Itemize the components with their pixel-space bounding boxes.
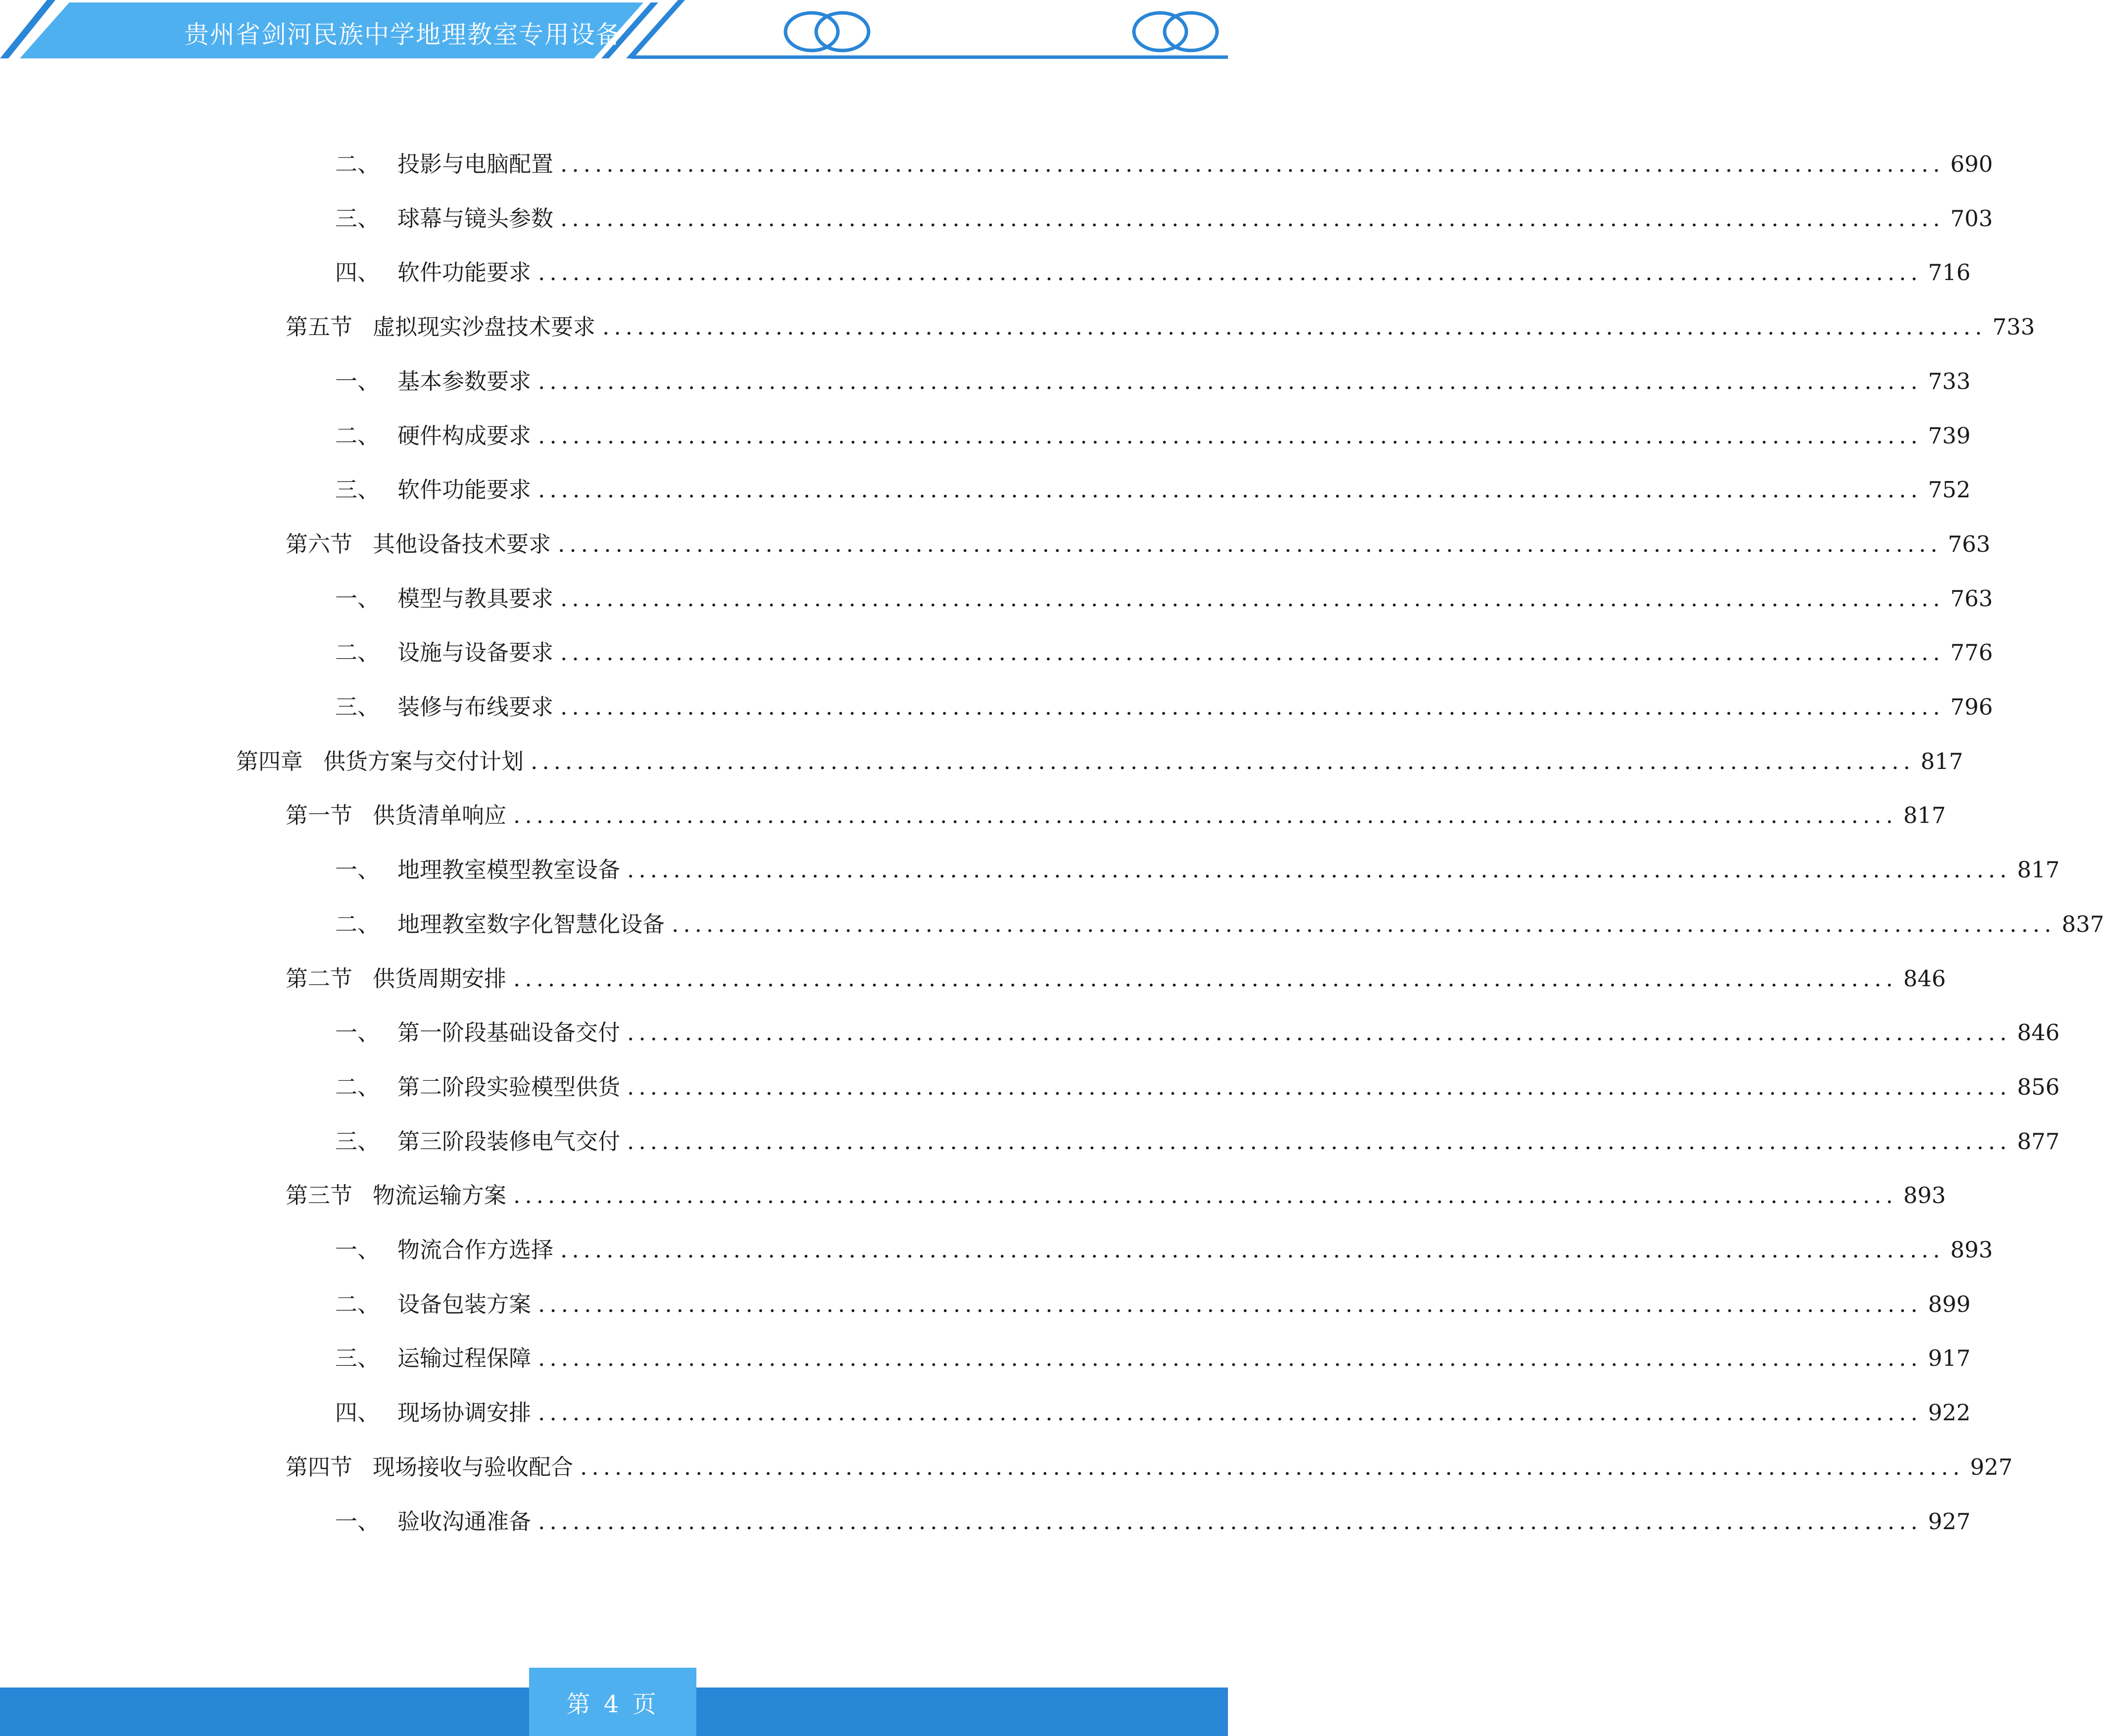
toc-entry-page: 752 [1928,477,1971,503]
toc-dot-leader: ........................................................................................................................ [560,205,1945,232]
toc-entry-number: 第二节 [286,965,353,992]
toc-entry-title: 投影与电脑配置 [397,151,554,177]
toc-entry-page: 703 [1950,205,1993,232]
toc-entry-number: 一、 [335,1237,380,1263]
toc-entry-number: 二、 [335,151,380,177]
toc-dot-leader: ........................................................................................................................ [538,1399,1922,1426]
toc-entry[interactable] [335,1122,2060,1161]
toc-dot-leader: ........................................................................................................................ [580,1454,1964,1480]
toc-entry-number: 第四节 [286,1454,353,1480]
toc-entry-number: 二、 [335,1074,380,1100]
toc-entry-number: 二、 [335,639,380,666]
toc-entry-number: 一、 [335,585,380,612]
toc-entry[interactable] [335,1339,1971,1378]
toc-entry-page: 927 [1928,1508,1971,1535]
toc-entry-title: 软件功能要求 [397,259,532,286]
toc-entry[interactable] [236,742,1963,781]
toc-dot-leader: ........................................................................................................................ [538,259,1922,286]
toc-dot-leader: ........................................................................................................................ [560,151,1945,177]
page-number: 第 4 页 [529,1668,696,1736]
toc-entry-page: 817 [2017,857,2060,883]
toc-dot-leader: ........................................................................................................................ [513,802,1898,828]
toc-entry[interactable] [335,579,1993,619]
toc-entry[interactable] [286,525,1991,564]
toc-entry-title: 运输过程保障 [397,1345,532,1371]
toc-entry-title: 模型与教具要求 [397,585,554,612]
toc-entry-title: 第三阶段装修电气交付 [397,1128,621,1155]
toc-dot-leader: ........................................................................................................................ [538,477,1922,503]
toc-entry[interactable] [335,199,1993,239]
toc-entry-page: 893 [1950,1237,1993,1263]
toc-entry-number: 三、 [335,1128,380,1155]
toc-dot-leader: ........................................................................................................................ [560,639,1945,666]
toc-dot-leader: ........................................................................................................................ [538,1345,1922,1371]
toc-entry[interactable] [335,362,1971,401]
toc-dot-leader: ........................................................................................................................ [538,368,1922,394]
toc-entry[interactable] [335,253,1971,292]
toc-entry-title: 软件功能要求 [397,477,532,503]
toc-entry-number: 第四章 [236,748,303,774]
toc-entry-number: 一、 [335,857,380,883]
toc-dot-leader: ........................................................................................................................ [627,1074,2011,1100]
toc-entry[interactable] [335,850,2060,890]
toc-entry-page: 899 [1928,1291,1971,1317]
toc-entry-page: 893 [1903,1182,1946,1208]
toc-entry[interactable] [335,905,2104,944]
toc-entry-number: 三、 [335,1345,380,1371]
toc-entry-number: 三、 [335,694,380,720]
toc-entry-page: 733 [1992,314,2035,340]
toc-entry-page: 877 [2017,1128,2060,1155]
toc-entry-page: 690 [1950,151,1993,177]
toc-entry-title: 硬件构成要求 [397,423,532,449]
toc-entry-title: 地理教室模型教室设备 [397,857,621,883]
toc-dot-leader: ........................................................................................................................ [560,1237,1945,1263]
toc-entry[interactable] [286,307,2035,347]
toc-entry-title: 虚拟现实沙盘技术要求 [373,314,596,340]
toc-entry-page: 716 [1928,259,1971,286]
toc-dot-leader: ........................................................................................................................ [513,1182,1898,1208]
toc-entry-page: 763 [1948,531,1991,557]
toc-entry[interactable] [335,470,1971,510]
toc-entry[interactable] [286,1447,2013,1487]
toc-entry-page: 846 [2017,1019,2060,1046]
toc-dot-leader: ........................................................................................................................ [558,531,1942,557]
double-ring-icon [785,13,869,50]
double-ring-icon [1134,13,1217,50]
toc-entry-number: 三、 [335,477,380,503]
toc-entry[interactable] [335,145,1993,184]
toc-entry-number: 四、 [335,259,380,286]
toc-dot-leader: ........................................................................................................................ [672,911,2056,937]
toc-entry-number: 一、 [335,1019,380,1046]
toc-entry[interactable] [335,1285,1971,1324]
header-title: 贵州省剑河民族中学地理教室专用设备 [184,20,622,49]
toc-entry-page: 817 [1920,748,1963,774]
toc-entry[interactable] [335,687,1993,727]
toc-dot-leader: ........................................................................................................................ [627,1019,2011,1046]
toc-entry-number: 二、 [335,1291,380,1317]
toc-entry-page: 776 [1950,639,1993,666]
toc-entry-page: 733 [1928,368,1971,394]
toc-dot-leader: ........................................................................................................................ [538,1508,1922,1535]
toc-entry-title: 装修与布线要求 [397,694,554,720]
toc-entry-page: 763 [1950,585,1993,612]
toc-entry[interactable] [335,1230,1993,1270]
toc-entry[interactable] [335,1502,1971,1542]
toc-entry-number: 第一节 [286,802,353,828]
toc-entry-title: 第二阶段实验模型供货 [397,1074,621,1100]
toc-entry-number: 二、 [335,423,380,449]
toc-dot-leader: ........................................................................................................................ [513,965,1898,992]
toc-dot-leader: ........................................................................................................................ [538,1291,1922,1317]
toc-dot-leader: ........................................................................................................................ [602,314,1987,340]
page-header [0,0,1228,64]
toc-entry-page: 846 [1903,965,1946,992]
toc-entry-title: 基本参数要求 [397,368,532,394]
toc-entry-title: 供货清单响应 [373,802,507,828]
toc-entry-number: 第五节 [286,314,353,340]
toc-entry-number: 第六节 [286,531,353,557]
toc-dot-leader: ........................................................................................................................ [560,694,1945,720]
toc-entry-page: 927 [1970,1454,2013,1480]
toc-entry-title: 验收沟通准备 [397,1508,532,1535]
toc-entry-number: 四、 [335,1399,380,1426]
toc-entry-title: 供货方案与交付计划 [323,748,524,774]
toc-entry-title: 现场协调安排 [397,1399,532,1426]
toc-entry-page: 817 [1903,802,1946,828]
toc-entry[interactable] [286,796,1946,835]
toc-entry-page: 856 [2017,1074,2060,1100]
toc-entry[interactable] [335,633,1993,673]
toc-entry-page: 796 [1950,694,1993,720]
toc-entry-title: 物流运输方案 [373,1182,507,1208]
toc-entry[interactable] [286,959,1946,999]
toc-entry-title: 设备包装方案 [397,1291,532,1317]
toc-dot-leader: ........................................................................................................................ [531,748,1915,774]
toc-entry-title: 地理教室数字化智慧化设备 [397,911,665,937]
toc-dot-leader: ........................................................................................................................ [560,585,1945,612]
toc-entry-page: 917 [1928,1345,1971,1371]
toc-entry-number: 三、 [335,205,380,232]
toc-entry-title: 物流合作方选择 [397,1237,554,1263]
toc-entry-page: 837 [2061,911,2104,937]
toc-entry-title: 第一阶段基础设备交付 [397,1019,621,1046]
toc-entry-title: 供货周期安排 [373,965,507,992]
toc-entry[interactable] [335,416,1971,456]
toc-dot-leader: ........................................................................................................................ [627,1128,2011,1155]
toc-entry-title: 现场接收与验收配合 [373,1454,574,1480]
toc-entry-page: 922 [1928,1399,1971,1426]
toc-entry[interactable] [335,1013,2060,1053]
toc-entry-number: 二、 [335,911,380,937]
toc-dot-leader: ........................................................................................................................ [627,857,2011,883]
toc-entry-title: 设施与设备要求 [397,639,554,666]
toc-entry-number: 第三节 [286,1182,353,1208]
toc-dot-leader: ........................................................................................................................ [538,423,1922,449]
toc-entry-title: 球幕与镜头参数 [397,205,554,232]
toc-entry-page: 739 [1928,423,1971,449]
toc-entry-title: 其他设备技术要求 [373,531,551,557]
toc-entry[interactable] [335,1393,1971,1433]
toc-entry[interactable] [286,1176,1946,1215]
toc-entry-number: 一、 [335,1508,380,1535]
toc-entry-number: 一、 [335,368,380,394]
toc-entry[interactable] [335,1067,2060,1107]
